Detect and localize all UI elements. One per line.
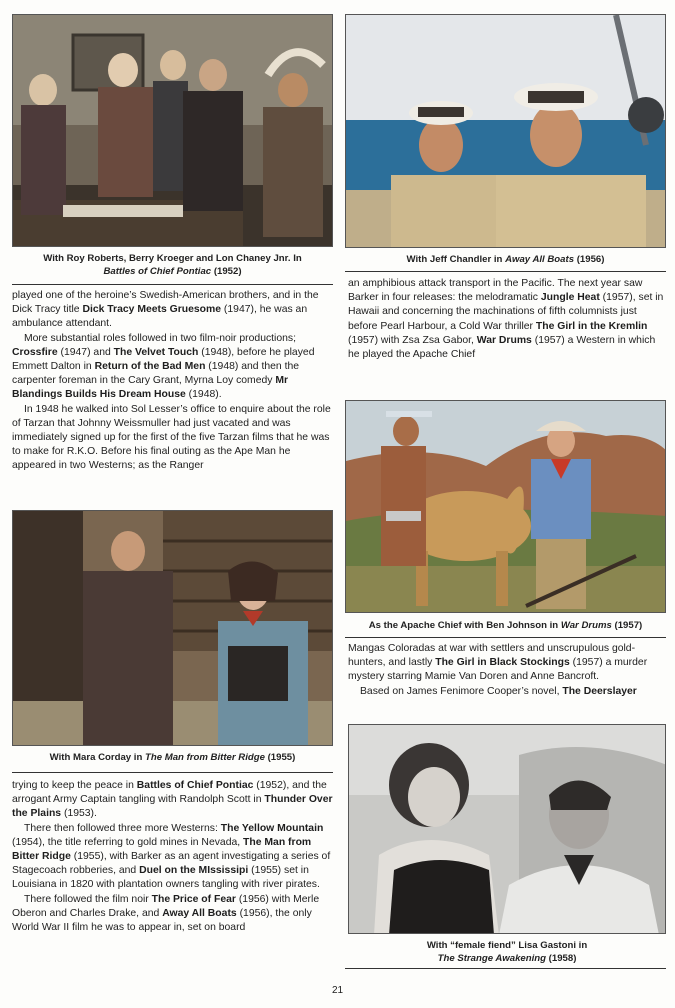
- page-number: 21: [331, 985, 344, 996]
- paragraph: [12, 822, 333, 893]
- text-run: trying to keep the peace in: [12, 780, 137, 791]
- film-title: The Girl in Black Stockings: [435, 657, 570, 669]
- caption-film-title: The Man from Bitter Ridge: [145, 752, 265, 763]
- text-run: (1947) and: [57, 346, 114, 358]
- film-title: Battles of Chief Pontiac: [136, 780, 254, 791]
- film-title: Jungle Heat: [540, 292, 600, 304]
- text-run: There then followed three more Westerns:: [24, 822, 221, 834]
- film-title: The Yellow Mountain: [220, 822, 324, 834]
- text-run: (1954), the title referring to gold mines in Nevada,: [12, 836, 244, 848]
- caption-photo-3: [12, 751, 333, 764]
- text-run: (1957) a murder mystery starring Mamie Van Doren and Anne Bancroft.: [348, 657, 648, 683]
- caption-year: (1958): [548, 953, 577, 964]
- text-run: (1956), the only World War II film he was to appear in, set on board: [12, 907, 312, 934]
- photo-strange-awakening: [348, 724, 666, 934]
- column1-text-block-1: [12, 289, 333, 474]
- caption-text: With Mara Corday in: [49, 752, 143, 763]
- divider: [345, 968, 666, 969]
- text-run: played one of the heroine’s Swedish-American brothers, and in the Dick Tracy title: [12, 290, 319, 316]
- film-title: The Velvet Touch: [113, 346, 199, 358]
- text-run: (1953).: [61, 808, 97, 820]
- text-run: (1957), set in Hawaii and concerning the machinations of fifth columnists just before Pearl Harbour, a Cold War thriller: [348, 292, 664, 332]
- text-run: There followed the film noir: [24, 893, 152, 905]
- text-run: (1957) a Western in which he played the Apache Chief: [348, 334, 656, 361]
- text-run: an amphibious attack transport in the Pacific. The next year saw Barker in four releases: the melodramatic: [348, 278, 643, 304]
- paragraph: [12, 893, 333, 936]
- caption-year: (1955): [267, 752, 296, 763]
- photo-war-drums: [345, 400, 666, 613]
- film-title: Away All Boats: [162, 907, 237, 919]
- photo-away-all-boats: [345, 14, 666, 248]
- text-run: (1947), he was an ambulance attendant.: [12, 304, 308, 330]
- text-run: More substantial roles followed in two film-noir productions;: [24, 332, 297, 344]
- paragraph: In 1948 he walked into Sol Lesser’s office to enquire about the role of Tarzan that Johnny Weissmuller had just vacated and was immediately signed up for the first of the five Tarzan films that he was to make for R.K.O. Before his final outing as the Ape Man he appeared in two Westerns; as the Ranger: [12, 403, 331, 472]
- caption-photo-2: [345, 253, 666, 266]
- caption-film-title: Battles of Chief Pontiac: [103, 266, 212, 277]
- paragraph: [12, 779, 333, 822]
- paragraph: [12, 332, 333, 403]
- caption-film-title: War Drums: [560, 620, 612, 631]
- paragraph: [12, 289, 333, 332]
- caption-photo-4: [345, 619, 666, 632]
- text-run: Mangas Coloradas at war with settlers and unscrupulous gold-hunters, and lastly: [348, 643, 636, 669]
- caption-year: (1957): [614, 620, 643, 631]
- text-run: (1955) set in Louisiana in 1820 with plantation owners tangling with river pirates.: [12, 865, 320, 891]
- caption-photo-1: [12, 252, 333, 278]
- film-title: The Price of Fear: [151, 893, 236, 905]
- film-title: War Drums: [476, 334, 532, 346]
- text-run: Based on James Fenimore Cooper’s novel,: [360, 685, 563, 697]
- film-title: The Girl in the Kremlin: [535, 320, 648, 332]
- caption-text: With “female fiend” Lisa Gastoni in: [426, 940, 588, 951]
- text-run: (1948) and then the carpenter foreman in the Cary Grant, Myrna Loy comedy: [12, 361, 300, 387]
- film-title: Thunder Over the Plains: [12, 794, 333, 820]
- caption-film-title: The Strange Awakening: [437, 953, 546, 964]
- column2-text-block-1: [348, 277, 666, 362]
- caption-text: With Jeff Chandler in: [406, 254, 503, 265]
- column1-text-block-2: [12, 779, 333, 935]
- film-title: The Deerslayer: [562, 685, 637, 697]
- paragraph: [348, 685, 666, 699]
- film-title: Return of the Bad Men: [94, 361, 206, 373]
- film-title: Dick Tracy Meets Gruesome: [82, 304, 222, 316]
- column2-text-block-2: [348, 642, 666, 699]
- caption-text: With Roy Roberts, Berry Kroeger and Lon Chaney Jnr. In: [43, 253, 302, 264]
- divider: [12, 284, 333, 285]
- divider: [345, 637, 666, 638]
- film-title: The Man from Bitter Ridge: [12, 836, 312, 863]
- text-run: (1955), with Barker as an agent investigating a series of Stagecoach robberies, and: [12, 851, 331, 877]
- text-run: (1956) with Merle Oberon and Charles Drake, and: [12, 893, 320, 919]
- text-run: (1948).: [185, 389, 222, 401]
- film-title: Crossfire: [12, 346, 58, 358]
- divider: [345, 271, 666, 272]
- caption-film-title: Away All Boats: [505, 254, 575, 265]
- text-run: (1948), before he played Emmett Dalton in: [12, 346, 315, 373]
- photo-man-from-bitter-ridge: [12, 510, 333, 746]
- divider: [12, 772, 333, 773]
- text-run: (1952), and the arrogant Army Captain tangling with Randolph Scott in: [12, 780, 327, 806]
- paragraph: [348, 277, 666, 362]
- paragraph: [348, 642, 666, 685]
- caption-year: (1956): [576, 254, 605, 265]
- caption-photo-5: [348, 939, 666, 965]
- film-title: Mr Blandings Builds His Dream House: [12, 375, 289, 401]
- caption-year: (1952): [213, 266, 242, 277]
- caption-text: As the Apache Chief with Ben Johnson in: [368, 620, 559, 631]
- film-title: Duel on the MIssissipi: [139, 865, 249, 877]
- photo-battles-of-chief-pontiac: [12, 14, 333, 247]
- text-run: (1957) with Zsa Zsa Gabor,: [348, 334, 477, 346]
